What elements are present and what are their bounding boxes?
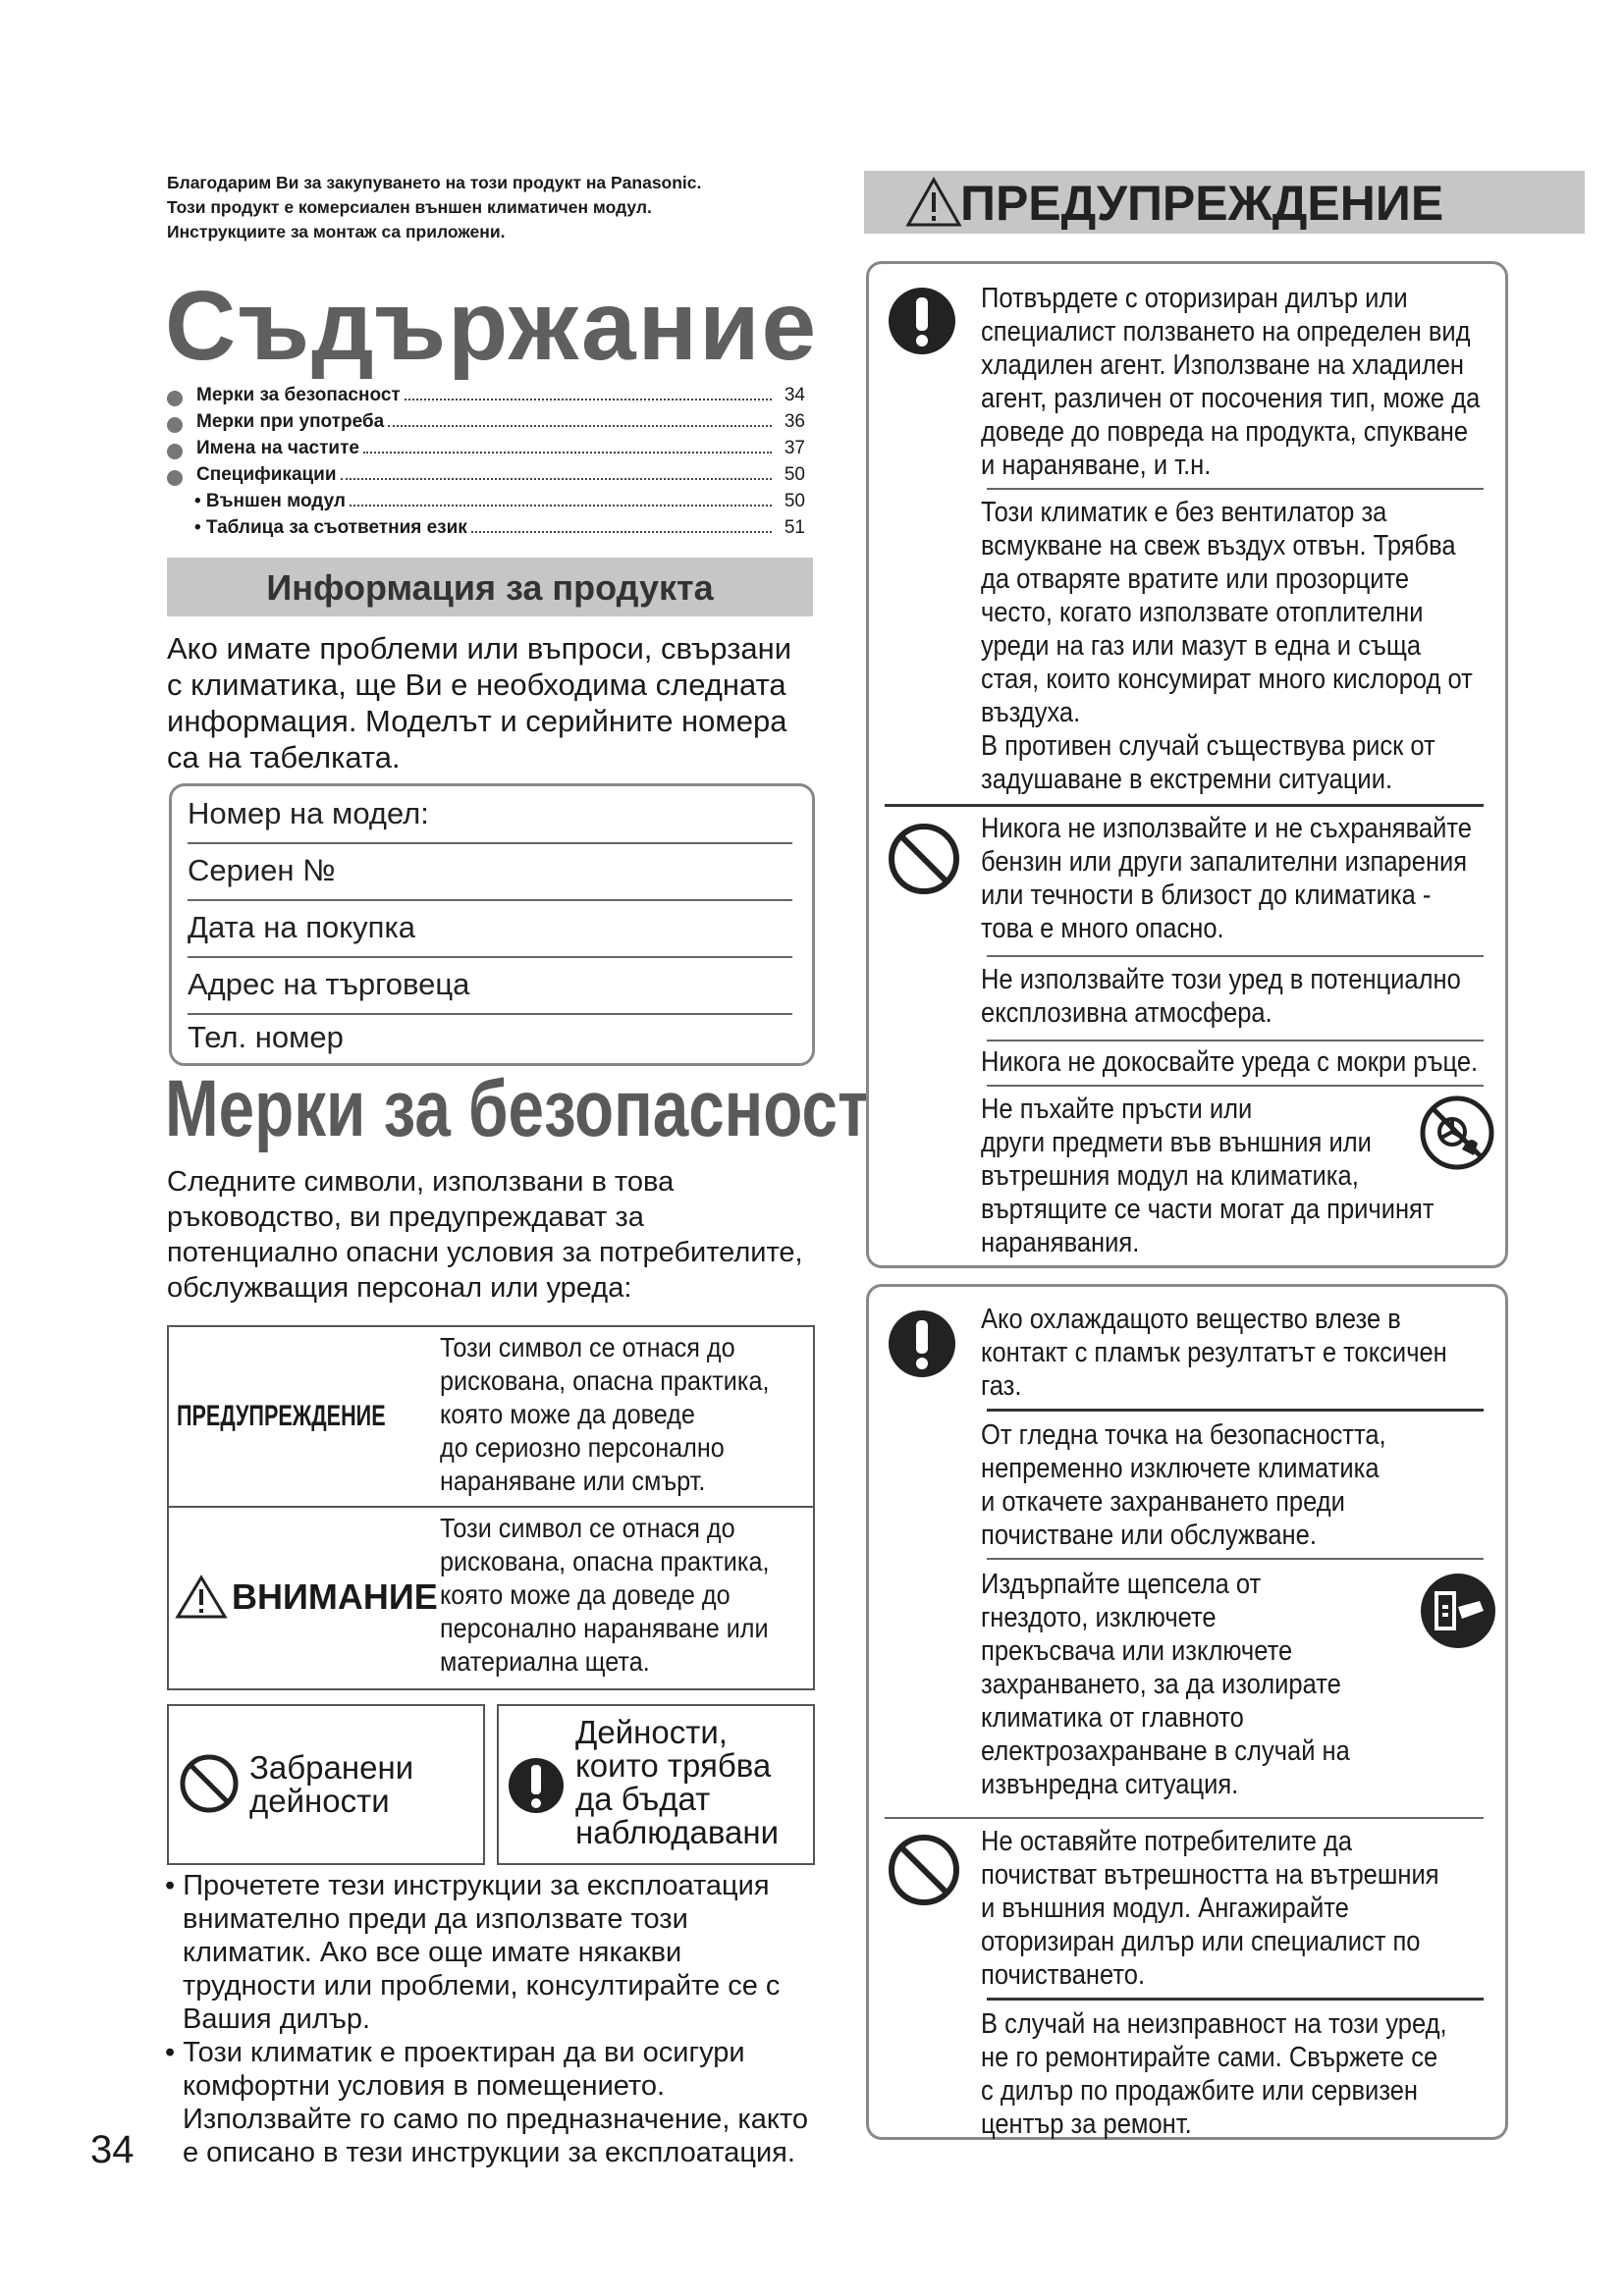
text-line: хладилен агент. Използване на хладилен <box>981 349 1465 381</box>
bullet-icon <box>167 417 183 433</box>
divider <box>987 488 1484 490</box>
bullet-line: Вашия дилър. <box>183 2003 371 2035</box>
text-line: дейности <box>249 1783 390 1819</box>
legend-prohibited <box>167 1704 485 1865</box>
warning-triangle-icon <box>175 1575 228 1620</box>
bullet-icon <box>167 391 183 406</box>
divider <box>987 955 1484 957</box>
text-line: наранявания. <box>981 1227 1140 1258</box>
toc-label: Спецификации <box>196 464 337 485</box>
text-line: това е много опасно. <box>981 913 1224 944</box>
text-line: наблюдавани <box>575 1814 780 1850</box>
text-line: Никога не докосвайте уреда с мокри ръце. <box>981 1046 1479 1078</box>
legend-mandatory <box>497 1704 815 1865</box>
text-line: ръководство, ви предупреждават за <box>167 1201 644 1233</box>
text-line: рискована, опасна практика, <box>440 1365 770 1396</box>
toc-page: 51 <box>784 517 805 538</box>
safety-bullets <box>165 1869 823 2169</box>
warning-header <box>864 171 1585 234</box>
divider <box>885 804 1484 807</box>
text-line: всмукване на свеж въздух отвън. Трябва <box>981 530 1456 561</box>
text-line: Не оставяйте потребителите да <box>981 1826 1353 1857</box>
text-line: често, когато използвате отоплителни <box>981 597 1424 628</box>
bullet-line: внимателно преди да използвате този <box>183 1903 688 1935</box>
unplug-icon <box>1419 1572 1497 1650</box>
text-line: материална щета. <box>440 1646 650 1677</box>
text-line: В случай на неизправност на този уред, <box>981 2008 1447 2040</box>
text-line: информация. Моделът и серийните номера <box>167 704 787 738</box>
divider <box>987 1040 1484 1041</box>
symbol-table <box>167 1325 815 1690</box>
text-line: почистват вътрешността на вътрешния <box>981 1859 1439 1891</box>
text-line: обслужващия персонал или уреда: <box>167 1272 632 1304</box>
divider <box>885 1817 1484 1819</box>
text-line: експлозивна атмосфера. <box>981 997 1272 1029</box>
text-line: потенциално опасни условия за потребителите, <box>167 1237 803 1268</box>
text-line: са на табелката. <box>167 740 401 774</box>
symbol-row-warning <box>169 1327 813 1506</box>
warning-panel-1 <box>866 261 1508 1268</box>
toc-item-language-table[interactable] <box>167 517 805 544</box>
bullet-line: трудности или проблеми, консултирайте се с <box>183 1970 781 2002</box>
legend-mandatory-text <box>575 1716 779 1849</box>
text-line: задушаване в екстремни ситуации. <box>981 764 1393 795</box>
text-line: електрозахранване в случай на <box>981 1735 1350 1767</box>
text-line: Никога не използвайте и не съхранявайте <box>981 813 1472 844</box>
text-line: Ако имате проблеми или въпроси, свързани <box>167 631 792 666</box>
no-touching-fan-icon <box>1419 1095 1495 1171</box>
product-info-form <box>169 783 815 1066</box>
prohibited-icon <box>179 1753 240 1814</box>
text-line: От гледна точка на безопасността, <box>981 1419 1386 1451</box>
product-info-banner: Информация за продукта <box>167 558 813 616</box>
text-line: вътрешния модул на климатика, <box>981 1160 1359 1192</box>
bullet-line: комфортни условия в помещението. <box>183 2070 666 2102</box>
text-line: до сериозно персонално <box>440 1432 725 1463</box>
legend-prohibited-text <box>249 1751 413 1818</box>
warning-text-power-off <box>981 1418 1386 1552</box>
warning-header-title: ПРЕДУПРЕЖДЕНИЕ <box>960 176 1444 231</box>
text-line: оторизиран дилър или специалист по <box>981 1926 1421 1957</box>
intro-line: Инструкциите за монтаж са приложени. <box>167 222 506 241</box>
text-line: доведе до повреда на продукта, спукване <box>981 416 1469 448</box>
warning-text-fingers <box>981 1093 1435 1259</box>
safety-title: Мерки за безопасност <box>165 1064 870 1153</box>
toc-label: • Таблица за съответния език <box>194 517 467 538</box>
text-line: Този символ се отнася до <box>440 1513 735 1543</box>
warning-text-wet-hands <box>981 1045 1478 1079</box>
text-line: бензин или други запалителни изпарения <box>981 846 1468 878</box>
text-line: агент, различен от посочения тип, може да <box>981 383 1481 414</box>
warning-panel-2 <box>866 1284 1508 2140</box>
text-line: център за ремонт. <box>981 2109 1192 2140</box>
bullet-icon <box>167 470 183 486</box>
divider <box>987 1085 1484 1087</box>
bullet-line: е описано в тези инструкции за експлоатация. <box>183 2137 795 2168</box>
text-line: почистване или обслужване. <box>981 1520 1317 1551</box>
divider <box>987 1558 1484 1560</box>
model-number-field[interactable]: Номер на модел: <box>188 788 792 844</box>
toc-label: • Външен модул <box>194 491 346 511</box>
toc-item-safety[interactable] <box>167 385 805 411</box>
symbol-label: ВНИМАНИЕ <box>232 1576 438 1617</box>
text-line: да отваряте вратите или прозорците <box>981 563 1410 595</box>
mandatory-icon <box>887 286 957 356</box>
divider <box>987 1998 1484 2001</box>
text-line: климатика от главното <box>981 1702 1244 1734</box>
bullet-line: • Прочетете тези инструкции за експлоатация <box>165 1870 770 1901</box>
text-line: газ. <box>981 1370 1022 1402</box>
text-line: Ако охлаждащото вещество влезе в <box>981 1304 1401 1335</box>
text-line: и откачете захранването преди <box>981 1486 1345 1518</box>
text-line: персонално нараняване или <box>440 1613 769 1643</box>
text-line: Потвърдете с оторизиран дилър или <box>981 283 1408 314</box>
intro-line: Този продукт е комерсиален външен климатичен модул. <box>167 197 652 217</box>
toc-label: Мерки при употреба <box>196 411 385 432</box>
warning-text-flammables <box>981 812 1472 945</box>
warning-text-repair <box>981 2007 1447 2141</box>
text-line: с дилър по продажбите или сервизен <box>981 2075 1419 2107</box>
text-line: други предмети във външния или <box>981 1127 1372 1158</box>
toc-label: Имена на частите <box>196 438 359 458</box>
table-of-contents <box>167 385 805 544</box>
toc-page: 50 <box>784 464 805 485</box>
text-line: въздуха. <box>981 697 1081 728</box>
product-info-text <box>167 630 825 775</box>
toc-page: 34 <box>784 385 805 405</box>
text-line: с климатика, ще Ви е необходима следната <box>167 667 786 702</box>
text-line: Забранени <box>249 1749 414 1786</box>
symbol-description <box>440 1331 770 1498</box>
text-line: Дейности, <box>575 1714 728 1750</box>
safety-intro <box>167 1164 825 1306</box>
prohibited-icon <box>887 1833 961 1907</box>
page-number: 34 <box>90 2128 135 2171</box>
toc-item-specs[interactable] <box>167 464 805 491</box>
text-line: рискована, опасна практика, <box>440 1546 770 1576</box>
symbol-label: ПРЕДУПРЕЖДЕНИЕ <box>177 1400 386 1432</box>
text-line: и нараняване, и т.н. <box>981 450 1212 481</box>
warning-text-explosive <box>981 963 1461 1030</box>
text-line: Този климатик е без вентилатор за <box>981 497 1387 528</box>
text-line: или течности в близост до климатика - <box>981 880 1432 911</box>
text-line: въртящите се части могат да причинят <box>981 1194 1435 1225</box>
prohibited-icon <box>887 822 961 896</box>
toc-item-usage[interactable] <box>167 411 805 438</box>
symbol-description <box>440 1512 770 1679</box>
purchase-date-field[interactable]: Дата на покупка <box>188 902 792 958</box>
text-line: гнездото, изключете <box>981 1602 1217 1633</box>
toc-page: 50 <box>784 491 805 511</box>
text-line: почистването. <box>981 1959 1146 1991</box>
phone-number-field[interactable]: Тел. номер <box>188 1020 344 1054</box>
warning-text-ventilation <box>981 496 1473 796</box>
symbol-row-caution <box>169 1506 813 1686</box>
text-line: не го ремонтирайте сами. Свържете се <box>981 2042 1438 2073</box>
mandatory-icon <box>507 1755 566 1816</box>
text-line: Не пъхайте пръсти или <box>981 1094 1253 1125</box>
text-line: захранването, за да изолирате <box>981 1669 1341 1700</box>
text-line: и външния модул. Ангажирайте <box>981 1893 1349 1924</box>
text-line: извънредна ситуация. <box>981 1769 1239 1800</box>
warning-text-refrigerant <box>981 282 1480 482</box>
text-line: да бъдат <box>575 1781 711 1817</box>
toc-label: Мерки за безопасност <box>196 385 401 405</box>
text-line: които трябва <box>575 1747 772 1784</box>
dealer-address-field[interactable]: Адрес на търговеца <box>188 959 792 1015</box>
bullet-line: Използвайте го само по предназначение, както <box>183 2104 808 2135</box>
bullet-line: климатик. Ако все още имате някакви <box>183 1937 682 1968</box>
text-line: която може да доведе <box>440 1399 695 1429</box>
text-line: която може да доведе до <box>440 1579 731 1610</box>
contents-title: Съдържание <box>165 271 819 381</box>
text-line: непременно изключете климатика <box>981 1453 1380 1484</box>
toc-page: 36 <box>784 411 805 432</box>
intro-line: Благодарим Ви за закупуването на този продукт на Panasonic. <box>167 173 702 192</box>
toc-page: 37 <box>784 438 805 458</box>
toc-item-outdoor-unit[interactable] <box>167 491 805 517</box>
text-line: прекъсвача или изключете <box>981 1635 1293 1667</box>
warning-triangle-icon <box>905 177 962 228</box>
serial-number-field[interactable]: Сериен № <box>188 845 792 901</box>
caution-label <box>175 1508 440 1686</box>
text-line: специалист ползването на определен вид <box>981 316 1471 347</box>
text-line: Издърпайте щепсела от <box>981 1569 1262 1600</box>
warning-text-cleaning <box>981 1825 1439 1992</box>
bullet-icon <box>167 444 183 459</box>
text-line: Следните символи, използвани в това <box>167 1166 675 1198</box>
text-line: В противен случай съществува риск от <box>981 730 1435 762</box>
bullet-line: • Този климатик е проектиран да ви осигури <box>165 2037 745 2068</box>
intro-text <box>167 171 815 244</box>
warning-text-unplug <box>981 1568 1350 1801</box>
mandatory-icon <box>887 1308 957 1379</box>
text-line: стая, които консумират много кислород от <box>981 664 1473 695</box>
text-line: контакт с пламък резултатът е токсичен <box>981 1337 1447 1368</box>
divider <box>987 1409 1484 1412</box>
toc-item-parts[interactable] <box>167 438 805 464</box>
text-line: нараняване или смърт. <box>440 1466 706 1496</box>
warning-text-toxic-gas <box>981 1303 1447 1403</box>
warning-label <box>175 1327 440 1506</box>
text-line: Този символ се отнася до <box>440 1332 735 1362</box>
text-line: уреди на газ или мазут в една и съща <box>981 630 1422 662</box>
text-line: Не използвайте този уред в потенциално <box>981 964 1461 995</box>
